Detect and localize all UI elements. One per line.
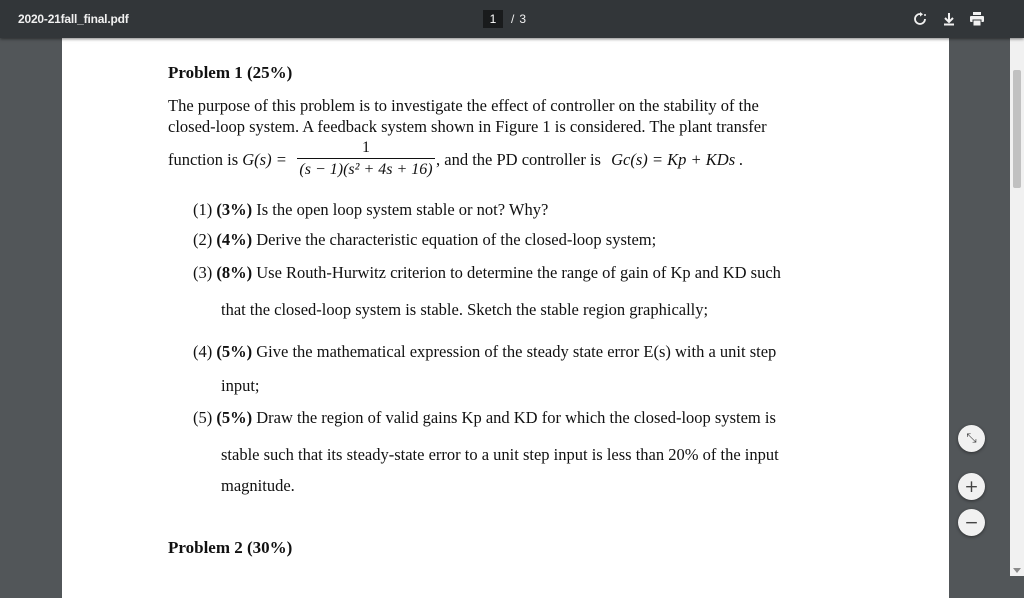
question-3-continuation: that the closed-loop system is stable. Sketch the stable region graphically; — [221, 300, 709, 319]
tf-lhs: G(s) = — [242, 150, 287, 169]
tf-prefix — [168, 150, 287, 170]
question-5-number: (5) — [193, 408, 213, 427]
question-4-continuation: input; — [221, 376, 260, 395]
question-1 — [193, 200, 548, 220]
question-1-number: (1) — [193, 200, 213, 219]
question-3 — [193, 263, 781, 283]
problem-2-heading: Problem 2 (30%) — [168, 538, 293, 557]
question-1-text: Is the open loop system stable or not? Why? — [256, 200, 549, 219]
fit-page-button[interactable] — [958, 425, 985, 452]
page-selector — [483, 10, 526, 28]
question-2-number: (2) — [193, 230, 213, 249]
vertical-scrollbar[interactable] — [1010, 38, 1024, 576]
pdf-page — [62, 38, 949, 598]
scroll-thumb[interactable] — [1013, 70, 1021, 188]
rotate-icon[interactable] — [911, 10, 929, 28]
document-title: 2020-21fall_final.pdf — [18, 12, 129, 26]
zoom-in-button[interactable] — [958, 473, 985, 500]
problem-1-heading: Problem 1 (25%) — [168, 63, 293, 82]
question-4-text: Give the mathematical expression of the steady state error E(s) with a unit step — [256, 342, 777, 361]
problem-1-intro-line-1: The purpose of this problem is to investigate the effect of controller on the stability of the — [168, 96, 759, 115]
minus-icon: − — [964, 512, 979, 533]
question-5-continuation-2: magnitude. — [221, 476, 295, 495]
plus-icon: + — [964, 476, 979, 497]
question-5-weight: (5%) — [216, 408, 253, 427]
tf-numerator: 1 — [362, 139, 370, 156]
question-2-text: Derive the characteristic equation of the closed-loop system; — [256, 230, 657, 249]
zoom-out-button[interactable] — [958, 509, 985, 536]
question-3-text: Use Routh-Hurwitz criterion to determine the range of gain of Kp and KD such — [256, 263, 781, 282]
scroll-down-icon[interactable] — [1013, 568, 1021, 573]
question-4-weight: (5%) — [216, 342, 253, 361]
question-2 — [193, 230, 656, 250]
print-icon[interactable] — [968, 10, 986, 28]
tf-suffix: , and the PD controller is — [436, 150, 601, 169]
fit-page-icon: ⤡ — [966, 431, 977, 446]
download-icon[interactable] — [940, 10, 958, 28]
question-3-number: (3) — [193, 263, 213, 282]
question-4 — [193, 342, 776, 362]
problem-1-intro-line-2: closed-loop system. A feedback system shown in Figure 1 is considered. The plant transfer — [168, 117, 767, 136]
controller-expression: Gc(s) = Kp + KDs . — [611, 150, 744, 169]
total-pages: 3 — [519, 12, 527, 26]
question-5 — [193, 408, 776, 428]
pdf-toolbar — [0, 0, 1024, 38]
page-separator: / — [511, 12, 515, 26]
controller-line — [436, 150, 743, 170]
page-number-input[interactable] — [483, 10, 503, 28]
transfer-function-fraction — [296, 138, 436, 181]
question-2-weight: (4%) — [216, 230, 253, 249]
question-3-weight: (8%) — [216, 263, 253, 282]
tf-prefix-text: function is — [168, 150, 239, 169]
question-5-continuation: stable such that its steady-state error to a unit step input is less than 20% of the input — [221, 445, 779, 464]
question-4-number: (4) — [193, 342, 213, 361]
question-5-text: Draw the region of valid gains Kp and KD for which the closed-loop system is — [256, 408, 776, 427]
question-1-weight: (3%) — [216, 200, 253, 219]
tf-denominator: (s − 1)(s² + 4s + 16) — [299, 161, 433, 178]
